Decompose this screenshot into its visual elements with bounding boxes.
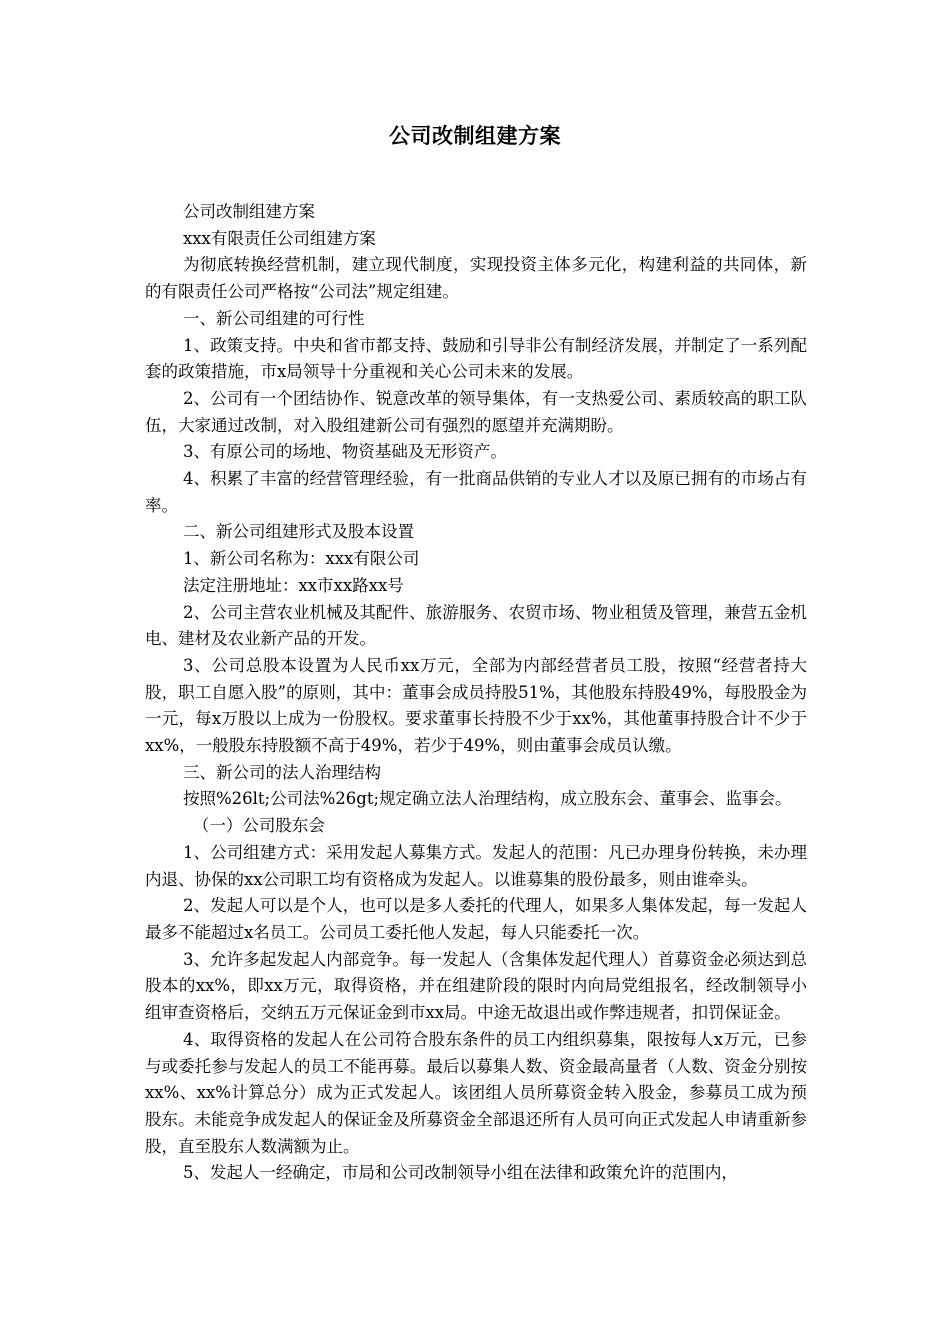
section-heading-feasibility: 一、新公司组建的可行性 (182, 308, 365, 328)
paragraph-share-capital: 3、公司总股本设置为人民币xx万元，全部为内部经营者员工股，按照“经营者持大股，职工自愿入股”的原则，其中：董事会成员持股51%，其他股东持股49%，每股股金为一元，每x万股以上成为一份股权。要求董事长持股不少于xx%，其他董事持股合计不少于xx%，一般股东持股额不高于49%，若少于49%，则由董事会成员认缴。 (145, 655, 807, 756)
paragraph-governance: 按照%26lt;公司法%26gt;规定确立法人治理结构，成立股东会、董事会、监事会。 (182, 789, 792, 809)
paragraph-subtitle: 公司改制组建方案 (182, 202, 315, 221)
paragraph-shareholders-1: 1、公司组建方式：采用发起人募集方式。发起人的范围：凡已办理身份转换，未办理内退、协保的xx公司职工均有资格成为发起人。以谁募集的股份最多，则由谁牵头。 (145, 842, 807, 889)
section-heading-form-and-shares: 二、新公司组建形式及股本设置 (182, 522, 414, 542)
paragraph-shareholders-2: 2、发起人可以是个人，也可以是多人委托的代理人，如果多人集体发起，每一发起人最多不能超过x名员工。公司员工委托他人发起，每人只能委托一次。 (145, 896, 807, 942)
paragraph-company-name: 1、新公司名称为：xxx有限公司 (182, 549, 420, 569)
paragraph-shareholders-4: 4、取得资格的发起人在公司符合股东条件的员工内组织募集，限按每人x万元，已参与或委托参与发起人的员工不能再募。最后以募集人数、资金最高量者（人数、资金分别按xx%、xx%计算总分）成为正式发起人。该团组人员所募资金转入股金，参募员工成为预股东。未能竞争成发起人的保证金及所募资金全部退还所有人员可向正式发起人申请重新参股，直至股东人数满额为止。 (145, 1029, 807, 1156)
paragraph-intro: 为彻底转换经营机制，建立现代制度，实现投资主体多元化，构建利益的共同体，新的有限责任公司严格按“公司法”规定组建。 (145, 255, 807, 302)
paragraph-feasibility-2: 2、公司有一个团结协作、锐意改革的领导集体，有一支热爱公司、素质较高的职工队伍，大家通过改制，对入股组建新公司有强烈的愿望并充满期盼。 (145, 388, 807, 435)
subsection-heading-shareholders-meeting: （一）公司股东会 (192, 816, 325, 836)
document-title: 公司改制组建方案 (389, 124, 561, 148)
document-body (145, 199, 807, 1187)
paragraph-feasibility-1: 1、政策支持。中央和省市都支持、鼓励和引导非公有制经济发展，并制定了一系列配套的政策措施，市x局领导十分重视和关心公司未来的发展。 (145, 335, 807, 382)
paragraph-business-scope: 2、公司主营农业机械及其配件、旅游服务、农贸市场、物业租赁及管理，兼营五金机电、建材及农业新产品的开发。 (145, 602, 807, 649)
paragraph-shareholders-3: 3、允许多起发起人内部竞争。每一发起人（含集体发起代理人）首募资金必须达到总股本的xx%，即xx万元，取得资格，并在组建阶段的限时内向局党组报名，经改制领导小组审查资格后，交纳五万元保证金到市xx局。中途无故退出或作弊违规者，扣罚保证金。 (145, 949, 807, 1023)
paragraph-feasibility-3: 3、有原公司的场地、物资基础及无形资产。 (182, 442, 507, 462)
paragraph-feasibility-4: 4、积累了丰富的经营管理经验，有一批商品供销的专业人才以及原已拥有的市场占有率。 (145, 469, 807, 515)
paragraph-registered-address: 法定注册地址：xx市xx路xx号 (182, 575, 404, 595)
paragraph-shareholders-5: 5、发起人一经确定，市局和公司改制领导小组在法律和政策允许的范围内， (182, 1163, 738, 1183)
section-heading-governance: 三、新公司的法人治理结构 (182, 762, 381, 782)
paragraph-plan-name: xxx有限责任公司组建方案 (182, 228, 376, 248)
